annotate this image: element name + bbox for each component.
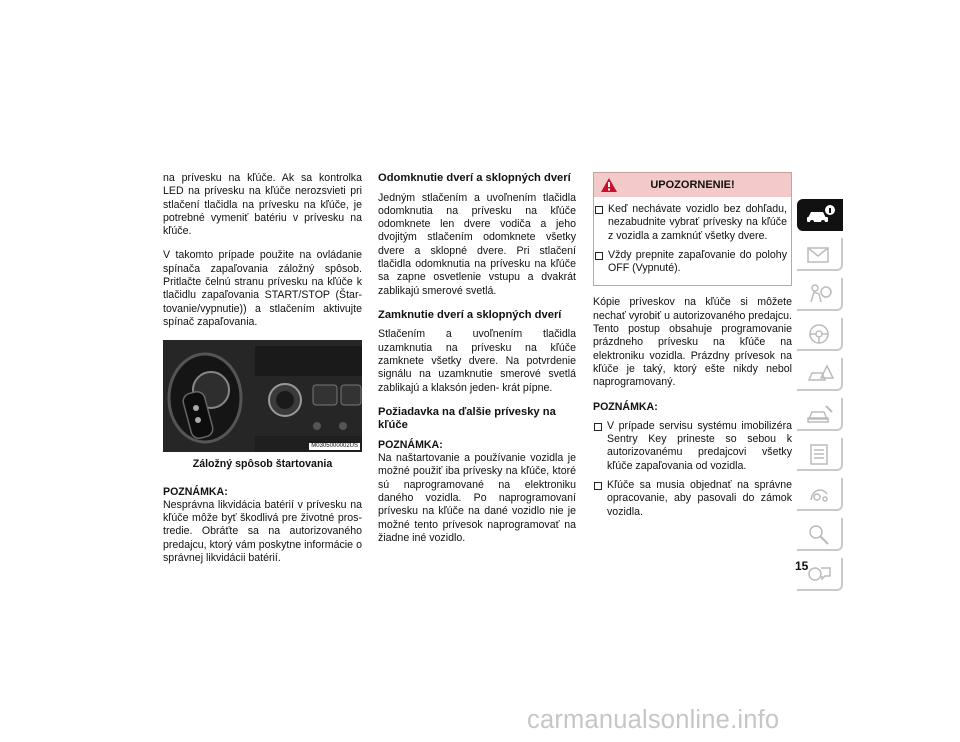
photo-caption: Záložný spôsob štartovania: [192, 458, 333, 471]
warning-item: Vždy prepnite zapaľovanie do polohy OFF (Vypnuté).: [594, 249, 787, 276]
paragraph: Kópie príveskov na kľúče si môžete nechať vyrobiť u autorizovaného predajcu. Tento postup obsahuje programovanie prázdneho prívesku na kľúče na elektroniku vozidla. Prázdny prívesok na kľúče je taký, ktorý ešte nikdy nebol naprogramovaný.: [593, 296, 792, 389]
envelope-icon: [805, 242, 835, 266]
watermark: carmanualsonline.info: [527, 706, 780, 734]
checkbox-bullet-icon: [594, 482, 602, 490]
paragraph: Stlačením a uvoľnením tlačidla uzamknutia na prívesku na kľúče zamknete všetky dvere. Na potvrdenie signálu na uzamknutie smerové svetlá zablikajú a klaksón jeden- krát pípne.: [378, 328, 576, 394]
paragraph: V takomto prípade použite na ovládanie spínača zapaľovania záložný spôsob. Pritlačte čelnú stranu prívesku na kľúče k tlačidlu zapaľovania START/STOP (Štar- tovanie/vypnutie)) a stlačením aktivujte spínač zapaľovania.: [163, 249, 362, 328]
service-car-icon: [805, 402, 835, 426]
paragraph: Na naštartovanie a používanie vozidla je možné použiť iba prívesky na kľúče, ktoré sú naprogramované na elektroniku daného vozidla. Po naprogramovaní prívesku na kľúče na dané vozidlo nie je možné tento prívesok naprogramovať na žiadne iné vozidlo.: [378, 452, 576, 544]
tab-getting-started[interactable]: [797, 238, 843, 271]
checkbox-bullet-icon: [595, 206, 603, 214]
tab-specifications[interactable]: [797, 438, 843, 471]
steering-wheel-icon: [805, 322, 835, 346]
section-heading: Požiadavka na ďalšie prívesky na kľúče: [378, 405, 556, 432]
car-info-icon: [805, 203, 835, 227]
warning-triangle-icon: [600, 177, 618, 193]
backup-start-photo: [163, 340, 362, 452]
tab-multimedia[interactable]: [797, 478, 843, 511]
airbag-icon: [805, 282, 835, 306]
tab-vehicle-info[interactable]: [797, 199, 843, 231]
section-heading: Zamknutie dverí a sklopných dverí: [378, 308, 562, 321]
checkbox-bullet-icon: [594, 423, 602, 431]
warning-box: [593, 172, 792, 286]
magnifier-icon: [805, 522, 835, 546]
tab-emergency[interactable]: [797, 358, 843, 391]
warning-car-icon: [805, 362, 835, 386]
tab-driving[interactable]: [797, 318, 843, 351]
chapter-tabs: [797, 199, 843, 598]
tab-servicing[interactable]: [797, 398, 843, 431]
paragraph: Jedným stlačením a uvoľnením tlačidla odomknutia na prívesku na kľúče odomknete len dvere vodiča a jeho dvojitým stlačením odomknete všetky dvere a sklopné dvere. Pri stlačení tlačidla odomknutia na prívesku na kľúče sa zapne osvetlenie vstupu a dvakrát zablikajú smerové svetlá.: [378, 191, 576, 297]
checklist-icon: [805, 442, 835, 466]
ignition-fob-illustration: [163, 340, 362, 452]
note-item: Kľúče sa musia objednať na správne opracovanie, aby pasovali do zámok vozidla.: [593, 479, 792, 519]
warning-header: [594, 173, 791, 197]
paragraph: na prívesku na kľúče. Ak sa kontrolka LED na prívesku na kľúče nerozsvieti pri stlačení tlačidla na prívesku na kľúče, je potrebné vymeniť batériu v prívesku na kľúče.: [163, 172, 362, 238]
note-heading: POZNÁMKA:: [593, 400, 658, 413]
warning-title: UPOZORNENIE!: [650, 179, 735, 191]
checkbox-bullet-icon: [595, 252, 603, 260]
note-heading: POZNÁMKA:: [378, 438, 443, 451]
section-heading: Odomknutie dverí a sklopných dverí: [378, 172, 571, 184]
column-right: [593, 172, 792, 525]
warning-item: Keď nechávate vozidlo bez dohľadu, nezabudnite vybrať prívesky na kľúče z vozidla a zamknúť všetky dvere.: [594, 203, 787, 243]
photo-code: M0305000002US: [311, 443, 358, 450]
column-left: [163, 172, 362, 576]
paragraph: Nesprávna likvidácia batérií v prívesku na kľúče môže byť škodlivá pre životné pros- tredie. Obráťte sa na autorizovaného predajcu, ktorý vám poskytne informácie o správnej likvidácii batérií.: [163, 498, 362, 565]
note-heading: POZNÁMKA:: [163, 485, 228, 498]
multimedia-icon: [805, 482, 835, 506]
column-middle: [378, 172, 576, 556]
tab-safety[interactable]: [797, 278, 843, 311]
page-number: 15: [795, 559, 809, 573]
note-item: V prípade servisu systému imobilizéra Sentry Key prineste so sebou k autorizovanému predajcovi všetky kľúče zapaľovania od vozidla.: [593, 420, 792, 473]
tab-index[interactable]: [797, 518, 843, 551]
